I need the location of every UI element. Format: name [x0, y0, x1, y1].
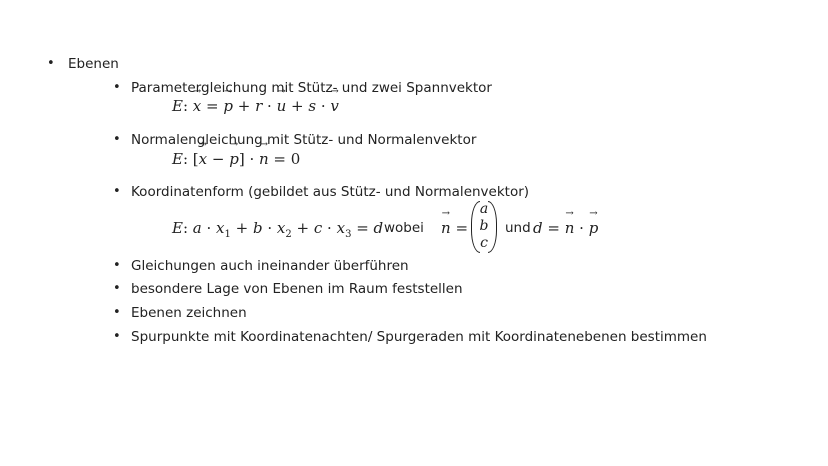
formula-symbol: x — [216, 219, 225, 237]
formula-d: d = → n · → p — [533, 218, 598, 238]
formula-zero: 0 — [290, 150, 301, 168]
item-zeichnen: Ebenen zeichnen — [131, 305, 247, 321]
item-spurpunkte: Spurpunkte mit Koordinatenachten/ Spurgeraden mit Koordinatenebenen bestimmen — [131, 329, 707, 345]
vector-p: → p — [589, 218, 599, 238]
item-bullet: • — [113, 305, 121, 320]
formula-normalengleichung: E: [→ x − → p] · → n = 0 — [172, 149, 300, 169]
vector-p: → p — [229, 149, 239, 169]
formula-symbol: s — [308, 97, 317, 115]
subscript: 1 — [224, 229, 231, 240]
item-ueberfuehren: Gleichungen auch ineinander überführen — [131, 258, 409, 274]
vector-n: → n — [259, 149, 269, 169]
subscript: 3 — [345, 229, 352, 240]
item-parametergleichung: Parametergleichung mit Stütz- und zwei Spannvektor — [131, 80, 492, 96]
item-bullet: • — [113, 329, 121, 344]
vector-u: → u — [277, 96, 287, 116]
formula-symbol: E — [172, 219, 183, 237]
item-normalengleichung: Normalengleichung mit Stütz- und Normalenvektor — [131, 132, 477, 148]
formula-symbol: E — [172, 150, 183, 168]
word-wobei: wobei — [384, 220, 424, 236]
matrix-entry-a: a — [479, 201, 489, 217]
subscript: 2 — [285, 229, 292, 240]
vector-x: → x — [199, 149, 207, 169]
formula-parametergleichung: E: → x = → p + r · → u + s · → v — [172, 96, 339, 116]
formula-symbol: b — [253, 219, 263, 237]
matrix-entry-b: b — [479, 218, 489, 234]
main-bullet: • — [47, 56, 55, 71]
vector-x: → x — [193, 96, 201, 116]
matrix-entry-c: c — [480, 235, 488, 251]
formula-symbol: d — [533, 219, 543, 237]
item-bullet: • — [113, 184, 121, 199]
formula-symbol: r — [255, 97, 263, 115]
column-vector — [471, 201, 497, 253]
item-bullet: • — [113, 281, 121, 296]
formula-symbol: d — [373, 219, 384, 237]
formula-normal-vector: → n = — [441, 218, 468, 238]
item-bullet: • — [113, 132, 121, 147]
vector-v: → v — [330, 96, 338, 116]
formula-symbol: a — [192, 219, 202, 237]
item-lage: besondere Lage von Ebenen im Raum feststellen — [131, 281, 463, 297]
formula-symbol: x — [336, 219, 346, 237]
vector-p: → p — [223, 96, 233, 116]
item-koordinatenform: Koordinatenform (gebildet aus Stütz- und Normalenvektor) — [131, 184, 530, 200]
word-und: und — [505, 220, 531, 236]
main-heading: Ebenen — [68, 56, 119, 72]
item-bullet: • — [113, 258, 121, 273]
vector-n: → n — [565, 218, 575, 238]
formula-symbol: c — [313, 219, 323, 237]
vector-n: → n — [441, 218, 451, 238]
item-bullet: • — [113, 80, 121, 95]
formula-symbol: E — [172, 97, 183, 115]
formula-symbol: x — [276, 219, 286, 237]
formula-koordinatenform: E: $a \cdot x_1 + b \cdot x_2 + c \cdot x_3 = d$ — [172, 219, 384, 240]
